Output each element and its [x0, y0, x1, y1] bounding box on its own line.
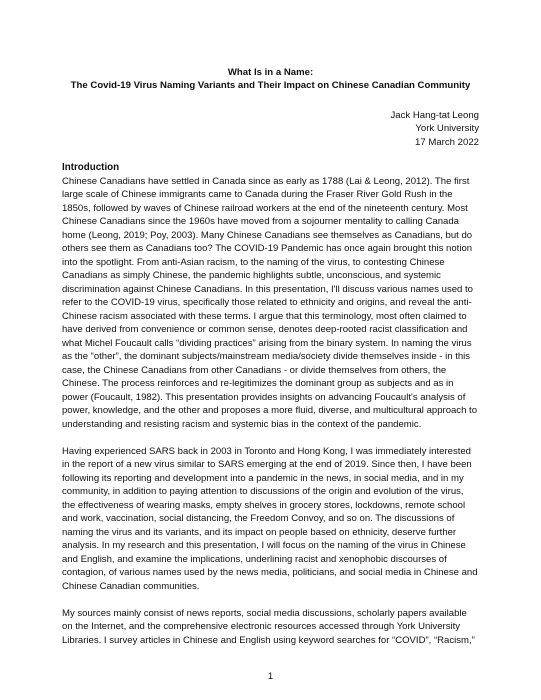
paragraph-1: Chinese Canadians have settled in Canada since as early as 1788 (Lai & Leong, 2012). The first large scale of Chinese immigrants came to Canada during the Fraser River Gold Rush in the 1850s, followed by waves of Chinese railroad workers at the end of the nineteenth century. Most Chinese Canadians since the 1960s have moved from a sojourner mentality to calling Canada home (Leong, 2019; Poy, 2003). Many Chinese Canadians see themselves as Canadians, but do others see them as Canadians too? The COVID-19 Pandemic has once again brought this notion into the spotlight. From anti-Asian racism, to the naming of the virus, to contesting Chinese Canadians as simply Chinese, the pandemic highlights subtle, unconscious, and systemic discrimination against Chinese Canadians. In this presentation, I'll discuss various names used to refer to the COVID-19 virus, specifically those related to ethnicity and origins, and reveal the anti-Chinese racism associated with these terms. I argue that this terminology, most often claimed to have derived from convenience or common sense, denotes deep-rooted racist classification and what Michel Foucault calls “dividing practices” arising from the binary system. In naming the virus as the “other”, the dominant subjects/mainstream media/society divide themselves inside - in this case, the Chinese Canadians from other Canadians - or divide themselves from others, the Chinese. The process reinforces and re-legitimizes the dominant group as subjects and as in power (Foucault, 1982). This presentation provides insights on advancing Foucault's analysis of power, knowledge, and the other and proposes a more fluid, diverse, and multicultural approach to understanding and resisting racism and systemic bias in the context of the pandemic.: [62, 175, 478, 430]
paragraph-2: Having experienced SARS back in 2003 in Toronto and Hong Kong, I was immediately interested in the report of a new virus similar to SARS emerging at the end of 2019. Since then, I have been following its reporting and development into a pandemic in the news, in social media, and in my community, in addition to paying attention to discussions of the origin and evolution of the virus, the effectiveness of wearing masks, empty shelves in grocery stores, lockdowns, remote school and work, vaccination, social distancing, the Freedom Convoy, and so on. The discussions of naming the virus and its variants, and its impact on people based on ethnicity, deserve further analysis. In my research and this presentation, I will focus on the naming of the virus in Chinese and English, and examine the implications, underlining racist and xenophobic discourses of contagion, of various names used by the news media, politicians, and social media in Chinese and Chinese Canadian communities.: [62, 445, 478, 592]
paragraph-3: My sources mainly consist of news reports, social media discussions, scholarly papers available on the Internet, and the comprehensive electronic resources accessed through York University Libraries. I survey articles in Chinese and English using keyword searches for “COVID”, “Racism,”: [62, 607, 475, 646]
page-number: 1: [267, 671, 274, 682]
author-name: Jack Hang-tat Leong: [390, 110, 479, 121]
document-title: [62, 66, 479, 92]
title-line-2: The Covid-19 Virus Naming Variants and Their Impact on Chinese Canadian Community: [70, 80, 471, 91]
author-date: 17 March 2022: [415, 136, 479, 148]
section-heading: Introduction: [62, 162, 120, 174]
author-affiliation: York University: [415, 123, 479, 135]
author-block: [62, 109, 479, 149]
section-body: [62, 175, 479, 648]
title-line-1: What Is in a Name:: [227, 67, 314, 78]
